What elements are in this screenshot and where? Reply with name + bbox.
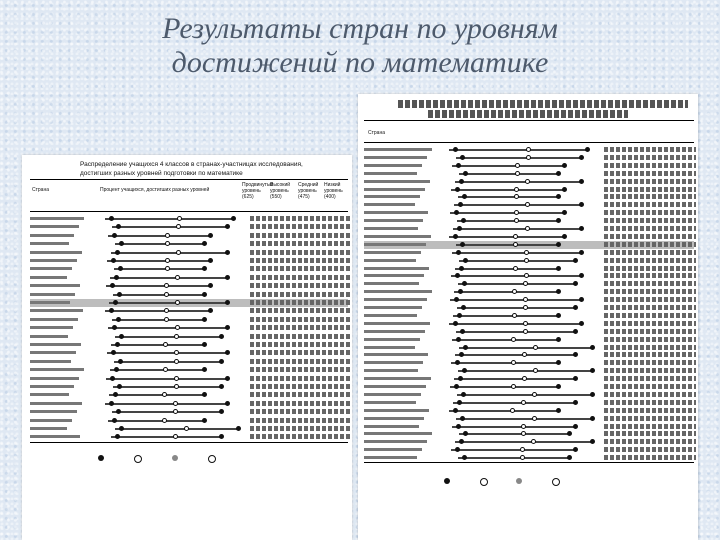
left-table-row	[30, 358, 348, 366]
left-table-row	[30, 257, 348, 265]
right-table-row	[364, 280, 694, 288]
left-table-row	[30, 282, 348, 290]
left-caption-line2: достигших разных уровней подготовки по математике	[80, 170, 243, 177]
right-table-row	[364, 217, 694, 225]
right-table-row	[364, 225, 694, 233]
right-table-row	[364, 154, 694, 162]
right-table-row	[364, 383, 694, 391]
right-table-row	[364, 430, 694, 438]
right-legend-advanced	[444, 478, 476, 485]
right-table-row	[364, 415, 694, 423]
right-legend-high	[480, 478, 512, 487]
right-table-row	[364, 399, 694, 407]
left-results-table	[22, 155, 352, 540]
slide-title-line1: Результаты стран по уровням	[162, 12, 558, 45]
left-table-row	[30, 316, 348, 324]
left-table-row	[30, 425, 348, 433]
right-legend-low	[552, 478, 584, 487]
right-caption-line2	[428, 110, 628, 118]
left-table-row	[30, 375, 348, 383]
right-table-row	[364, 438, 694, 446]
right-table-row	[364, 186, 694, 194]
left-table-row	[30, 223, 348, 231]
right-table-row	[364, 407, 694, 415]
right-table-row	[364, 320, 694, 328]
right-table-row	[364, 233, 694, 241]
left-legend-high	[134, 455, 166, 464]
left-table-row	[30, 408, 348, 416]
left-table-row	[30, 383, 348, 391]
left-table-row	[30, 232, 348, 240]
right-table-row	[364, 312, 694, 320]
left-table-row	[30, 366, 348, 374]
right-table-row	[364, 193, 694, 201]
right-table-row	[364, 162, 694, 170]
left-table-row	[30, 349, 348, 357]
right-table-row	[364, 201, 694, 209]
left-table-row	[30, 333, 348, 341]
left-table-row	[30, 249, 348, 257]
left-table-row	[30, 240, 348, 248]
left-table-row	[30, 307, 348, 315]
slide-title-line2: достижений по математике	[171, 46, 549, 79]
left-col-high: Высокий уровень (550)	[270, 182, 291, 200]
right-results-table	[358, 94, 698, 540]
right-table-row	[364, 454, 694, 462]
left-table-row	[30, 391, 348, 399]
right-table-row	[364, 375, 694, 383]
left-table-row	[30, 341, 348, 349]
right-table-row	[364, 344, 694, 352]
right-table-row	[364, 257, 694, 265]
right-table-row	[364, 241, 694, 249]
right-table-row	[364, 328, 694, 336]
right-table-row	[364, 336, 694, 344]
slide-title	[0, 12, 720, 80]
left-col-country: Страна	[32, 187, 50, 193]
left-col-percent: Процент учащихся, достигших разных уровней	[100, 187, 210, 193]
right-legend-middle	[516, 478, 548, 485]
right-table-row	[364, 209, 694, 217]
left-col-low: Низкий уровень (400)	[324, 182, 343, 200]
left-legend-low	[208, 455, 240, 464]
left-table-row	[30, 324, 348, 332]
left-table-row	[30, 299, 348, 307]
left-table-row	[30, 417, 348, 425]
left-table-row	[30, 215, 348, 223]
right-table-row	[364, 423, 694, 431]
right-table-row	[364, 288, 694, 296]
right-table-row	[364, 170, 694, 178]
left-col-middle: Средний уровень (475)	[298, 182, 319, 200]
left-table-row	[30, 291, 348, 299]
left-table-row	[30, 433, 348, 441]
right-col-country: Страна	[368, 130, 386, 136]
right-table-row	[364, 272, 694, 280]
right-table-row	[364, 146, 694, 154]
left-legend-advanced	[98, 455, 130, 462]
right-table-row	[364, 367, 694, 375]
left-col-advanced: Продвинутый уровень (625)	[242, 182, 274, 200]
right-table-row	[364, 391, 694, 399]
right-table-row	[364, 304, 694, 312]
right-table-row	[364, 178, 694, 186]
right-table-row	[364, 359, 694, 367]
right-table-row	[364, 265, 694, 273]
left-table-row	[30, 400, 348, 408]
right-caption-line1	[398, 100, 688, 108]
right-table-row	[364, 446, 694, 454]
left-table-row	[30, 274, 348, 282]
left-legend-middle	[172, 455, 204, 462]
left-table-row	[30, 265, 348, 273]
right-table-row	[364, 249, 694, 257]
left-caption-line1: Распределение учащихся 4 классов в странах-участницах исследования,	[80, 161, 303, 168]
right-table-row	[364, 296, 694, 304]
right-table-row	[364, 351, 694, 359]
